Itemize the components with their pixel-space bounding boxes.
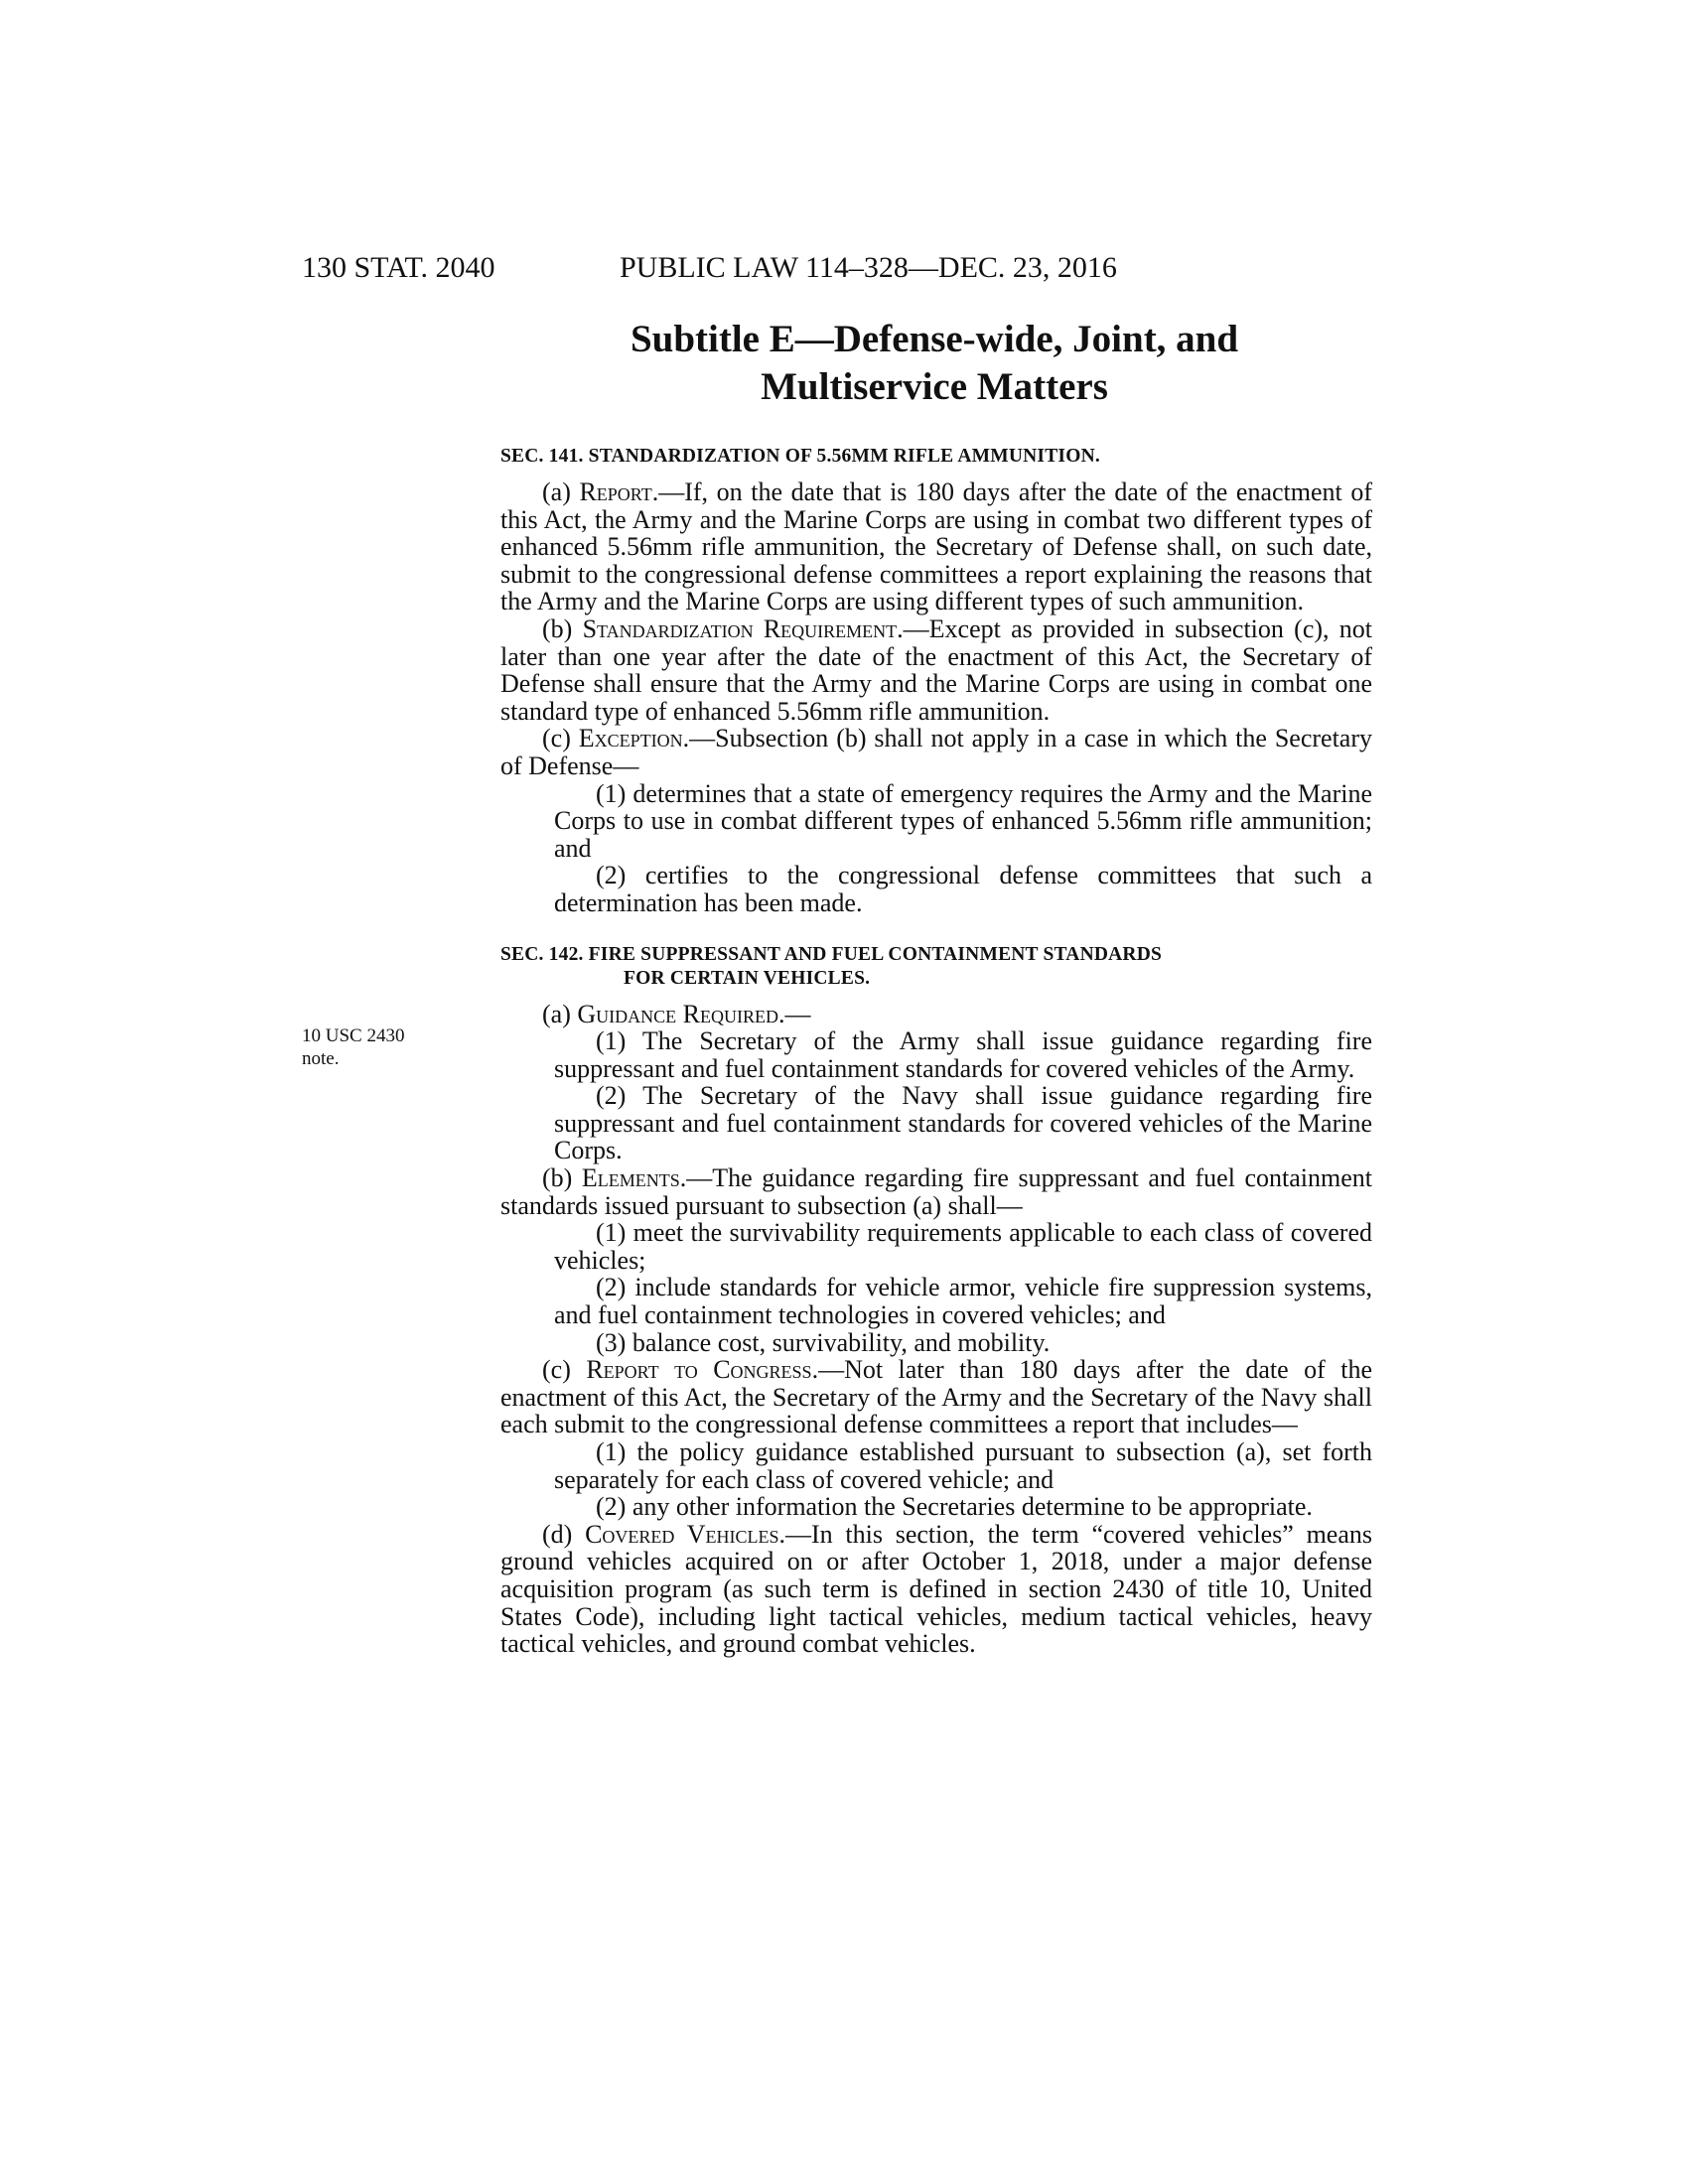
sec141-c-text: .—Subsection (b) shall not apply in a case in which the Secretary of Defense—: [500, 724, 1372, 780]
sec141-b-label: (b): [542, 614, 583, 643]
sec141-a-label: (a): [542, 478, 580, 506]
sec142-paragraph-a1: (1) The Secretary of the Army shall issue guidance regarding fire suppressant and fuel containment standards for covered vehicles of the Army.: [554, 1026, 1372, 1083]
sec142-paragraph-c1: (1) the policy guidance established pursuant to subsection (a), set forth separately for each class of covered vehicle; and: [554, 1437, 1372, 1494]
subtitle-line-1: Subtitle E—Defense-wide, Joint, and: [630, 318, 1239, 360]
sec141-a-caption: Report: [579, 478, 652, 506]
section-142-heading-line-1: SEC. 142. FIRE SUPPRESSANT AND FUEL CONTAINMENT STANDARDS: [500, 943, 1163, 965]
sec142-subsection-d: [500, 1521, 1372, 1658]
sec142-paragraph-c2: (2) any other information the Secretaries determine to be appropriate.: [596, 1492, 1313, 1522]
sec142-c-text: .—Not later than 180 days after the date of the enactment of this Act, the Secretary of the Army and the Secretary of the Navy shall each submit to the congressional defense committees a report that includes—: [500, 1355, 1372, 1439]
section-141-heading: SEC. 141. STANDARDIZATION OF 5.56MM RIFLE AMMUNITION.: [500, 446, 1100, 467]
public-law-citation: PUBLIC LAW 114–328—DEC. 23, 2016: [620, 251, 1117, 284]
sec142-subsection-b: [500, 1164, 1372, 1219]
sec142-a-label: (a): [542, 999, 578, 1028]
stat-page-number: 130 STAT. 2040: [302, 251, 495, 284]
sec141-subsection-a: [500, 478, 1372, 615]
subtitle-heading: [496, 316, 1372, 411]
margin-note-line-1: 10 USC 2430: [302, 1025, 405, 1046]
sec142-c-caption: Report to Congress: [586, 1355, 812, 1385]
sec142-paragraph-b3: (3) balance cost, survivability, and mobility.: [596, 1327, 1051, 1357]
sec141-subsection-c: [500, 725, 1372, 779]
sec141-paragraph-c1: (1) determines that a state of emergency requires the Army and the Marine Corps to use in combat different types of enhanced 5.56mm rifle ammunition; and: [554, 778, 1372, 863]
sec142-a-text: .—: [777, 999, 811, 1028]
sec142-a-caption: Guidance Required: [577, 999, 778, 1028]
sec141-paragraph-c2: (2) certifies to the congressional defense committees that such a determination has been made.: [554, 861, 1372, 917]
sec142-d-caption: Covered Vehicles: [585, 1519, 779, 1549]
sec142-b-caption: Elements: [581, 1163, 680, 1193]
section-142-heading-line-2: FOR CERTAIN VEHICLES.: [624, 967, 871, 989]
sec142-subsection-a: [500, 1001, 1372, 1028]
sec142-subsection-c: [500, 1356, 1372, 1438]
sec141-b-text: .—Except as provided in subsection (c), not later than one year after the date of the enactment of this Act, the Secretary of Defense shall ensure that the Army and the Marine Corps are using in combat one standard type of enhanced 5.56mm rifle ammunition.: [500, 614, 1372, 726]
sec142-b-label: (b): [542, 1163, 582, 1193]
sec142-d-text: .—In this section, the term “covered vehicles” means ground vehicles acquired on or after October 1, 2018, under a major defense acquisition program (as such term is defined in section 2430 of title 10, United States Code), including light tactical vehicles, medium tactical vehicles, heavy tactical vehicles, and ground combat vehicles.: [500, 1519, 1372, 1659]
sec142-paragraph-b2: (2) include standards for vehicle armor, vehicle fire suppression systems, and fuel containment technologies in covered vehicles; and: [554, 1273, 1372, 1330]
sec142-d-label: (d): [542, 1519, 586, 1549]
margin-note-line-2: note.: [302, 1048, 340, 1069]
sec141-c-label: (c): [542, 724, 579, 753]
sec142-c-label: (c): [542, 1355, 587, 1385]
document-body: [500, 445, 1372, 1658]
sec141-subsection-b: [500, 615, 1372, 725]
sec142-b-text: .—The guidance regarding fire suppressant and fuel containment standards issued pursuant to subsection (a) shall—: [500, 1163, 1372, 1220]
sec142-paragraph-b1: (1) meet the survivability requirements applicable to each class of covered vehicles;: [554, 1218, 1372, 1275]
sec142-paragraph-a2: (2) The Secretary of the Navy shall issue guidance regarding fire suppressant and fuel containment standards for covered vehicles of the Marine Corps.: [554, 1081, 1372, 1165]
subtitle-line-2: Multiservice Matters: [761, 365, 1108, 408]
margin-note: [302, 1024, 451, 1070]
sec141-a-text: .—If, on the date that is 180 days after the date of the enactment of this Act, the Army and the Marine Corps are using in combat two different types of enhanced 5.56mm rifle ammunition, the Secretary of Defense shall, on such date, submit to the congressional defense committees a report explaining the reasons that the Army and the Marine Corps are using different types of such ammunition.: [500, 478, 1372, 616]
section-142-heading: [500, 943, 1372, 991]
sec141-b-caption: Standardization Requirement: [582, 614, 898, 643]
sec141-c-caption: Exception: [578, 724, 683, 753]
